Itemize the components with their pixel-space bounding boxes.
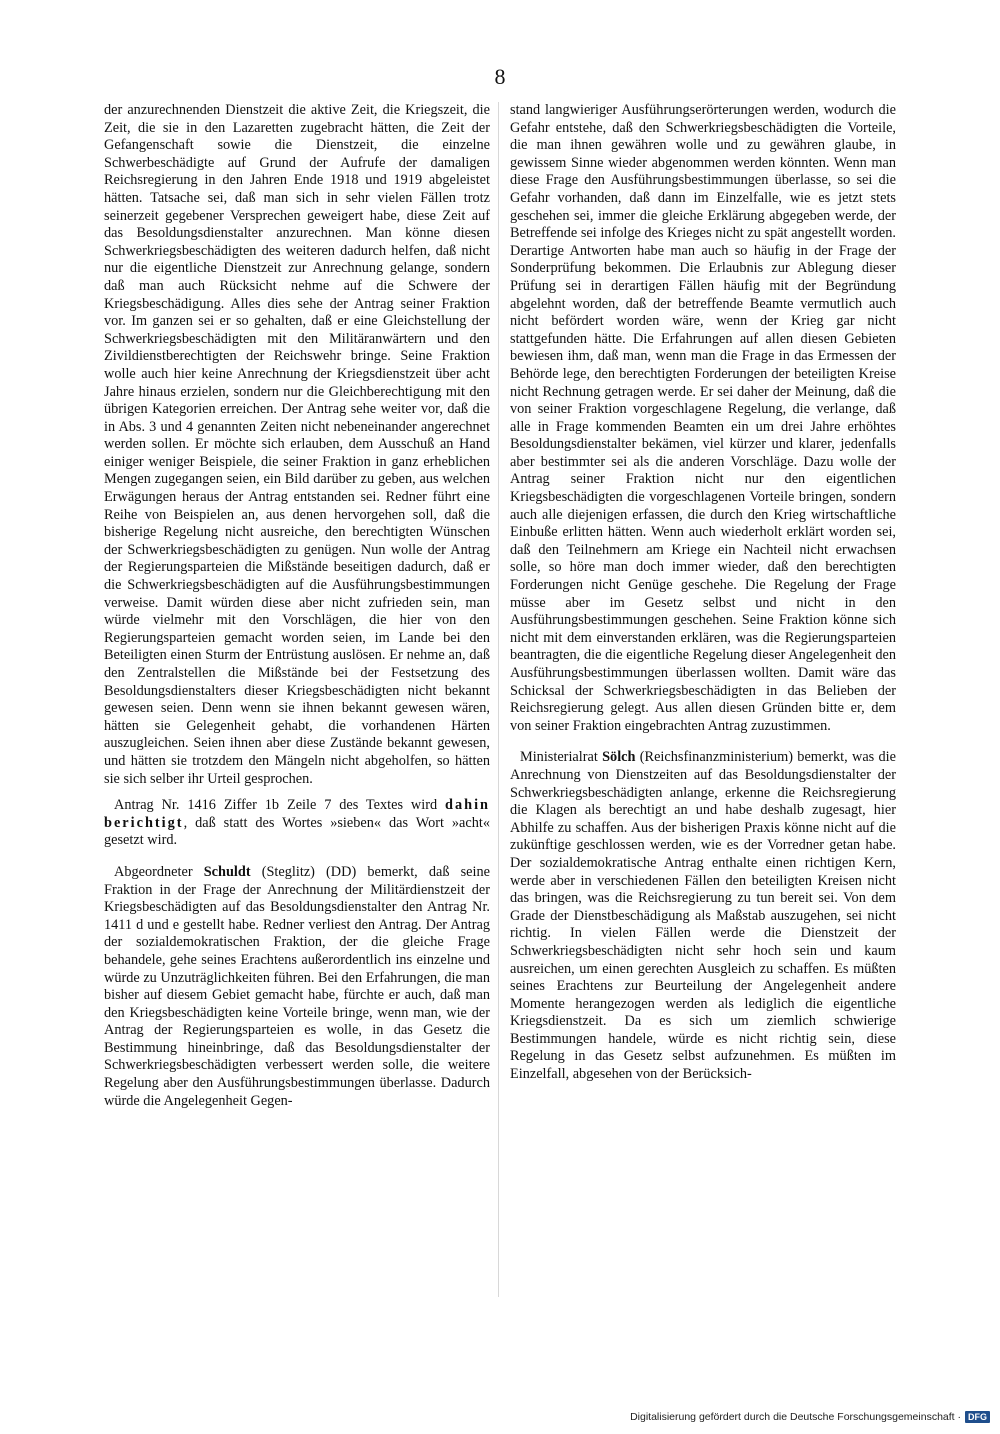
left-paragraph-1: der anzurechnenden Dienstzeit die aktive Zeit, die Kriegszeit, die Zeit, die sie in den Lazaretten zugebracht hätten, die Zeit der Gefangenschaft sowie die Dienstzeit, die einzelne Schwerbeschädigte auf Grund der Aufrufe der damaligen Reichsregierung in den Jahren Ende 1918 und 1919 abgeleistet hätten. Tatsache sei, daß man sich in sehr vielen Fällen trotz seinerzeit gegebener Versprechen geweigert habe, diese Zeit auf das Besoldungsdienstalter anzurechnen. Man könne diesen Schwerkriegsbeschädigten des weiteren dadurch helfen, daß nicht nur die eigentliche Dienstzeit zur Anrechnung gelange, sondern daß man auch Rücksicht nehme auf die Schwere der Kriegsbeschädigung. Alles dies sehe der Antrag seiner Fraktion vor. Im ganzen sei er so gehalten, daß er eine Gleichstellung der Schwerkriegsbeschädigten mit den Militäranwärtern und den Zivildienstberechtigten der Reichswehr bringe. Seine Fraktion wolle auch hier keine Anrechnung der Kriegsdienstzeit über acht Jahre hinaus erzielen, sondern nur die Gleichberechtigung mit den übrigen Kategorien erreichen. Der Antrag sehe weiter vor, daß die in Abs. 3 und 4 genannten Zeiten nicht nebeneinander angerechnet werden sollen. Er möchte sich erlauben, dem Ausschuß an Hand einiger weniger Beispiele, die seiner Fraktion in ganz erheblichen Mengen zugegangen seien, ein Bild darüber zu geben, aus welchen Erwägungen heraus der Antrag entstanden sei. Redner führt eine Reihe von Beispielen an, aus denen hervorgehen soll, daß die bisherige Regelung nicht ausreiche, den berechtigten Wünschen der Schwerkriegsbeschädigten zu genügen. Nun wolle der Antrag der Regierungsparteien die Mißstände beseitigen dadurch, daß er die Schwerkriegsbeschädigten auf die Ausführungsbestimmungen verweise. Damit würden diese aber nicht zufrieden sein, man würde vielmehr mit den Vorschlägen, die hier von den Regierungsparteien gemacht worden seien, im Lande bei den Beteiligten einen Sturm der Entrüstung auslösen. Er nehme an, daß den Zentralstellen die Mißstände bei der Festsetzung des Besoldungsdienstalters dieser Kriegsbeschädigten nicht bekannt gewesen seien. Denn wenn sie ihnen bekannt gewesen wären, hätten sie Gelegenheit gehabt, die vorhandenen Härten auszugleichen. Seien ihnen aber diese Zustände bekannt gewesen, und hätten sie trotzdem den Mängeln nicht abgeholfen, so hätten sie sich selber ihr Urteil gesprochen. — [104, 102, 490, 787]
digitization-footer — [630, 1411, 990, 1423]
column-divider — [498, 102, 499, 1297]
right-paragraph-2 — [510, 749, 896, 1083]
footer-text: Digitalisierung gefördert durch die Deutsche Forschungsgemeinschaft · — [630, 1411, 961, 1423]
page-number: 8 — [494, 64, 506, 89]
official-text: (Reichsfinanzministerium) bemerkt, was die Anrechnung von Dienstzeiten auf das Besoldungsdienstalter der Schwerkriegsbeschädigten anlange, erkenne die Reichsregierung die Klagen als berechtigt an und habe deshalb zugesagt, hier Abhilfe zu schaffen. Aus der bisherigen Praxis könne nicht auf die zukünftige geschlossen werden, wie es der Vorredner getan habe. Der sozialdemokratische Antrag enthalte einen richtigen Kern, werde aber in verschiedenen Fällen den beteiligten Kreisen nicht das bringen, was die Reichsregierung zu tun bereit sei. Von dem Grade der Dienstbeschädigung als Maßstab auszugehen, sei nicht richtig. In vielen Fällen werde die Dienstzeit der Schwerkriegsbeschädigten nicht sehr hoch sein und kaum ausreichen, um einen gerechten Ausgleich zu schaffen. Es müßten seines Erachtens zur Beurteilung der Angelegenheit andere Momente herangezogen werden als lediglich die eigentliche Kriegsdienstzeit. Da es sich um ziemlich schwierige Bestimmungen handele, würde es nicht richtig sein, diese Regelung in das Gesetz selbst aufzunehmen. Es müßten im Einzelfall, abgesehen von der Berücksich- — [510, 749, 896, 1083]
official-name: Sölch — [602, 749, 636, 766]
speaker-title: Abgeordneter — [114, 863, 204, 880]
left-paragraph-2 — [104, 797, 490, 850]
correction-text-b: , daß statt des Wortes »sieben« das Wort »acht« gesetzt wird. — [104, 814, 490, 849]
correction-text-a: Antrag Nr. 1416 Ziffer 1b Zeile 7 des Textes wird — [114, 797, 446, 814]
official-title: Ministerialrat — [520, 749, 603, 766]
speaker-text: (Steglitz) (DD) bemerkt, daß seine Fraktion in der Frage der Anrechnung der Militärdienstzeit der Kriegsbeschädigten auf das Besoldungsdienstalter den Antrag Nr. 1411 d und e gestellt habe. Redner verliest den Antrag. Der Antrag der sozialdemokratischen Fraktion, der die gleiche Frage behandele, gehe seines Erachtens außerordentlich ins einzelne und würde zu Unzuträglichkeiten führen. Bei den Erfahrungen, die man bisher auf diesem Gebiet gemacht habe, fürchte er auch, daß man den Kriegsbeschädigten keine Vorteile bringe, wenn man, wie der Antrag der Regierungsparteien es wolle, in das Gesetz die Bestimmung hineinbringe, daß das Besoldungsdienstalter der Schwerkriegsbeschädigten verbessert werden solle, die weitere Regelung aber den Ausführungsbestimmungen überlasse. Dadurch würde die Angelegenheit Gegen- — [104, 863, 490, 1109]
dfg-logo: DFG — [965, 1411, 990, 1423]
right-column — [510, 102, 896, 1084]
correction-emphasis: dahin berichtigt — [104, 797, 490, 831]
speaker-name: Schuldt — [203, 863, 251, 880]
right-paragraph-1: stand langwieriger Ausführungserörterungen werden, wodurch die Gefahr entstehe, daß den Schwerkriegsbeschädigten die Vorteile, die man ihnen gewähren wolle und zu gewähren glaube, in gewissem Sinne wieder abgenommen werden könnten. Wenn man diese Frage den Ausführungsbestimmungen überlasse, so sei die Gefahr vorhanden, daß dann im Einzelfalle, wie es jetzt stets geschehen sei, immer die gleiche Erklärung abgegeben werde, der Betreffende sei infolge des Krieges nicht zu spät angestellt worden. Derartige Antworten habe man auch so häufig in der Frage der Sonderprüfung bekommen. Die Erlaubnis zur Ablegung dieser Prüfung sei in derartigen Fällen häufig mit der Begründung abgelehnt worden, daß der betreffende Beamte vermutlich auch nicht befördert worden wäre, wenn der Krieg gar nicht stattgefunden hätte. Die Erfahrungen auf allen diesen Gebieten bewiesen ihm, daß man, wenn man die Frage in das Ermessen der Behörde lege, den berechtigten Forderungen der beteiligten Kreise nicht Rechnung getragen werde. Er sei daher der Meinung, daß die von seiner Fraktion vorgeschlagene Regelung, die verlange, daß alle in Frage kommenden Beamten ein um drei Jahre erhöhtes Besoldungsdienstalter bekämen, viel kürzer und klarer, jedenfalls aber bestimmter sei als die anderen Vorschläge. Dazu wolle der Antrag seiner Fraktion nicht nur den eigentlichen Kriegsbeschädigten die vorgeschlagenen Vorteile bringen, sondern auch alle diejenigen erfassen, die durch den Krieg wirtschaftliche Einbuße erlitten hätten. Wenn auch wiederholt erklärt worden sei, daß den Teilnehmern am Kriege ein Nachteil nicht erwachsen solle, so höre man doch immer wieder, daß den berechtigten Forderungen nicht Genüge geschehe. Die Regelung der Frage müsse aber im Gesetz selbst und nicht in den Ausführungsbestimmungen geschehen. Seine Fraktion könne sich nicht mit dem einverstanden erklären, was die Regierungsparteien beantragten, die die eigentliche Regelung dieser Angelegenheit den Ausführungsbestimmungen überlassen wollten. Damit wäre das Schicksal der Schwerkriegsbeschädigten in das Belieben der Reichsregierung gelegt. Aus allen diesen Gründen bitte er, dem von seiner Fraktion eingebrachten Antrag zuzustimmen. — [510, 102, 896, 734]
left-column — [104, 102, 490, 1110]
left-paragraph-3 — [104, 864, 490, 1110]
